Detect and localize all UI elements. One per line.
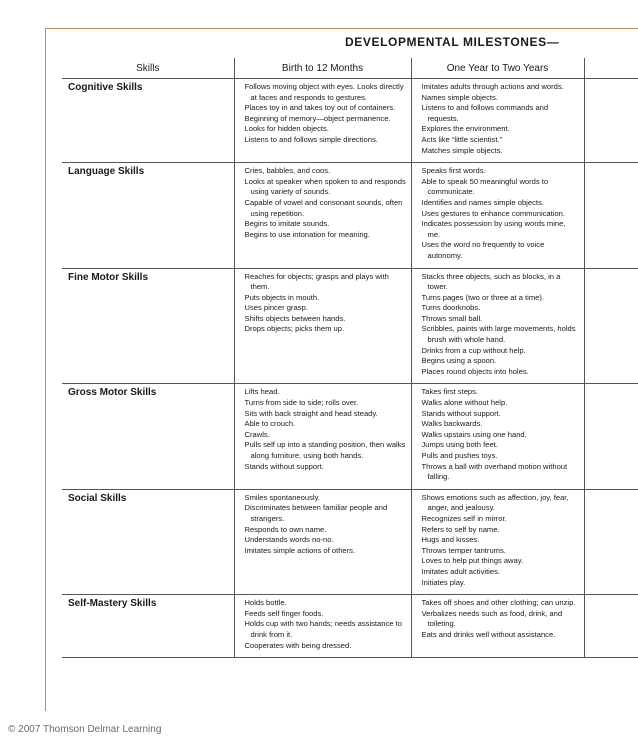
birth-12-months-cell — [234, 163, 411, 268]
milestone-item: Imitates simple actions of others. — [244, 545, 356, 555]
milestone-item: Stands without support. — [421, 408, 501, 418]
next-column-cell — [584, 268, 638, 384]
milestone-item: Verbalizes needs such as food, drink, and toileting. — [421, 608, 563, 629]
column-header-skills: Skills — [62, 58, 234, 79]
next-column-cell — [584, 384, 638, 489]
next-column-cell — [584, 79, 638, 163]
milestone-item: Throws small ball. — [421, 313, 483, 323]
skill-name: Self-Mastery Skills — [62, 595, 234, 658]
one-to-two-years-cell — [411, 163, 584, 268]
milestone-item: Capable of vowel and consonant sounds, often using repetition. — [244, 197, 403, 218]
milestone-item: Takes off shoes and other clothing; can unzip. — [421, 598, 576, 608]
milestone-item: Crawls. — [244, 429, 270, 439]
milestone-item: Walks backwards. — [421, 419, 483, 429]
milestone-item: Uses pincer grasp. — [244, 303, 308, 313]
milestone-item: Looks for hidden objects. — [244, 124, 329, 134]
column-header-next — [584, 58, 638, 79]
table-row — [62, 163, 638, 268]
milestone-item: Responds to own name. — [244, 524, 327, 534]
skill-name: Cognitive Skills — [62, 79, 234, 163]
next-column-cell — [584, 489, 638, 594]
milestone-item: Uses the word no frequently to voice autonomy. — [421, 240, 545, 260]
milestone-item: Shifts objects between hands. — [244, 313, 346, 323]
milestone-item: Hugs and kisses. — [421, 535, 480, 545]
milestone-item: Initiates play. — [421, 577, 466, 587]
milestone-item: Acts like “little scientist.” — [421, 134, 503, 144]
next-column-cell — [584, 595, 638, 658]
table-row — [62, 384, 638, 489]
milestone-item: Drinks from a cup without help. — [421, 345, 526, 355]
birth-12-months-cell — [234, 595, 411, 658]
milestone-item: Smiles spontaneously. — [244, 492, 320, 502]
milestone-item: Beginning of memory—object permanence. — [244, 113, 391, 123]
birth-12-months-cell — [234, 489, 411, 594]
next-column-cell — [584, 163, 638, 268]
one-to-two-years-cell — [411, 384, 584, 489]
skill-name: Social Skills — [62, 489, 234, 594]
table-row — [62, 79, 638, 163]
skill-name: Gross Motor Skills — [62, 384, 234, 489]
milestone-item: Begins using a spoon. — [421, 356, 497, 366]
birth-12-months-cell — [234, 384, 411, 489]
milestone-item: Listens to and follows commands and requests. — [421, 103, 549, 123]
milestone-item: Cooperates with being dressed. — [244, 640, 352, 650]
page-title: DEVELOPMENTAL MILESTONES— — [345, 35, 560, 49]
milestone-item: Indicates possession by using words mine, me. — [421, 219, 566, 239]
milestone-item: Eats and drinks well without assistance. — [421, 629, 556, 639]
milestone-item: Recognizes self in mirror. — [421, 513, 507, 523]
milestone-item: Stacks three objects, such as blocks, in a tower. — [421, 271, 561, 292]
milestone-item: Names simple objects. — [421, 92, 498, 102]
table-header-row — [62, 58, 638, 79]
table-row — [62, 489, 638, 594]
milestone-item: Pulls self up into a standing position, then walks along furniture, using both hands. — [244, 440, 406, 460]
copyright-footer: © 2007 Thomson Delmar Learning — [8, 724, 162, 735]
milestone-item: Pulls and pushes toys. — [421, 451, 498, 460]
milestone-item: Throws temper tantrums. — [421, 545, 506, 555]
milestone-item: Puts objects in mouth. — [244, 292, 320, 302]
milestone-item: Walks alone without help. — [421, 398, 508, 408]
milestone-item: Holds bottle. — [244, 598, 287, 608]
milestone-item: Drops objects; picks them up. — [244, 324, 345, 334]
milestone-item: Lifts head. — [244, 387, 280, 397]
milestone-item: Speaks first words. — [421, 166, 486, 176]
milestone-item: Jumps using both feet. — [421, 440, 498, 450]
milestone-item: Loves to help put things away. — [421, 556, 524, 566]
milestone-item: Begins to imitate sounds. — [244, 219, 330, 229]
milestones-table — [62, 58, 638, 658]
table-row — [62, 595, 638, 658]
milestone-item: Places round objects into holes. — [421, 366, 529, 376]
birth-12-months-cell — [234, 268, 411, 384]
skill-name: Language Skills — [62, 163, 234, 268]
milestone-item: Looks at speaker when spoken to and responds using variety of sounds. — [244, 176, 406, 197]
milestone-item: Explores the environment. — [421, 124, 510, 134]
milestone-item: Identifies and names simple objects. — [421, 197, 544, 207]
milestone-item: Listens to and follows simple directions. — [244, 134, 378, 144]
milestone-item: Imitates adults through actions and words. — [421, 82, 564, 91]
one-to-two-years-cell — [411, 489, 584, 594]
milestone-item: Discriminates between familiar people and strangers. — [244, 503, 388, 523]
column-header-birth-12-months: Birth to 12 Months — [234, 58, 411, 79]
milestone-item: Imitates adult activities. — [421, 566, 500, 576]
milestone-item: Places toy in and takes toy out of containers. — [244, 103, 396, 113]
skill-name: Fine Motor Skills — [62, 268, 234, 384]
milestone-item: Understands words no-no. — [244, 535, 334, 545]
one-to-two-years-cell — [411, 595, 584, 658]
milestone-item: Feeds self finger foods. — [244, 608, 324, 618]
milestone-item: Reaches for objects; grasps and plays with them. — [244, 271, 389, 292]
table-row — [62, 268, 638, 384]
milestone-item: Refers to self by name. — [421, 524, 500, 534]
milestone-item: Takes first steps. — [421, 387, 479, 397]
milestone-item: Sits with back straight and head steady. — [244, 408, 378, 418]
milestone-item: Matches simple objects. — [421, 145, 503, 155]
milestone-item: Scribbles, paints with large movements, holds brush with whole hand. — [421, 324, 576, 345]
milestone-item: Holds cup with two hands; needs assistance to drink from it. — [244, 619, 402, 639]
milestone-item: Begins to use intonation for meaning. — [244, 229, 370, 239]
column-header-one-to-two-years: One Year to Two Years — [411, 58, 584, 79]
milestone-item: Cries, babbles, and coos. — [244, 166, 331, 176]
milestone-item: Shows emotions such as affection, joy, fear, anger, and jealousy. — [421, 492, 569, 513]
milestone-item: Stands without support. — [244, 461, 324, 471]
table-body — [62, 79, 638, 658]
milestone-item: Follows moving object with eyes. Looks directly at faces and responds to gestures. — [244, 82, 404, 102]
milestone-item: Uses gestures to enhance communication. — [421, 208, 566, 218]
birth-12-months-cell — [234, 79, 411, 163]
milestone-item: Walks upstairs using one hand. — [421, 429, 527, 439]
milestone-item: Able to crouch. — [244, 419, 296, 429]
milestone-item: Turns pages (two or three at a time). — [421, 292, 545, 302]
milestone-item: Turns from side to side; rolls over. — [244, 398, 359, 408]
one-to-two-years-cell — [411, 79, 584, 163]
milestone-item: Throws a ball with overhand motion without falling. — [421, 461, 568, 482]
milestone-item: Turns doorknobs. — [421, 303, 481, 313]
one-to-two-years-cell — [411, 268, 584, 384]
milestone-item: Able to speak 50 meaningful words to communicate. — [421, 176, 549, 197]
